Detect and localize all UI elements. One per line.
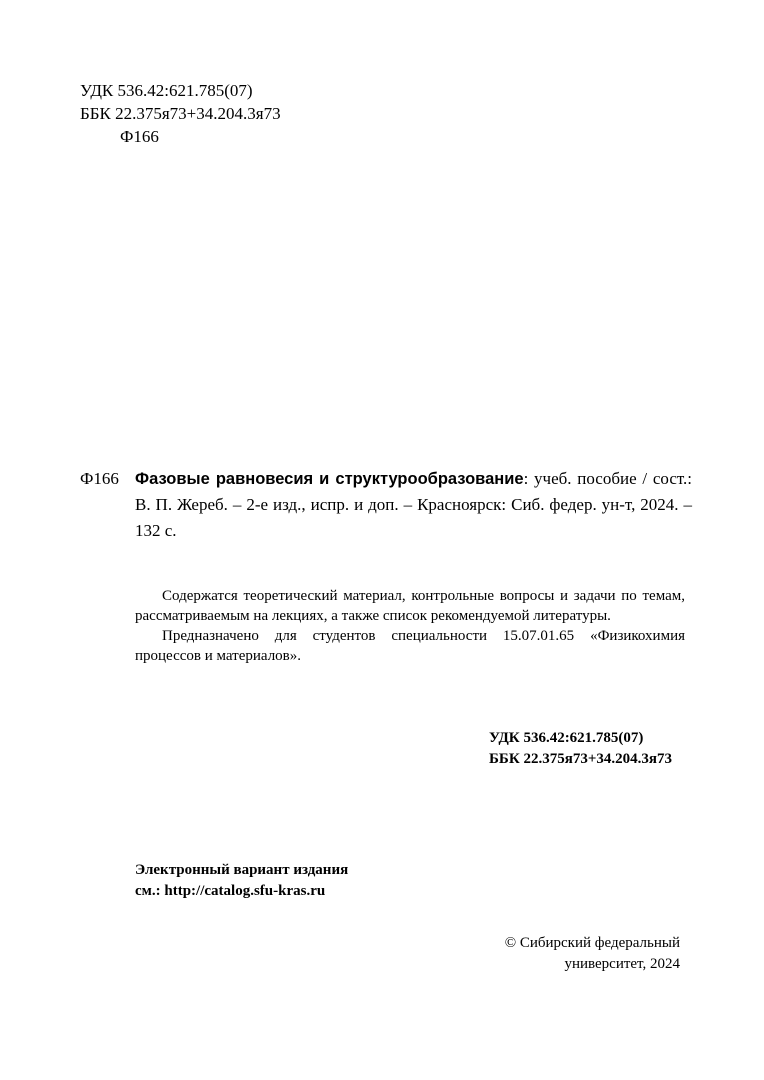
annotation — [135, 586, 685, 666]
header-bbk: ББК 22.375я73+34.204.3я73 — [80, 104, 281, 123]
edition-note: Электронный вариант издания — [135, 862, 349, 878]
annotation-paragraph-2: Предназначено для студентов специальности 15.07.01.65 «Физикохимия процессов и материалов». — [135, 628, 685, 664]
book-title: Фазовые равновесия и структурообразование — [135, 470, 524, 488]
classification-udk: УДК 536.42:621.785(07) — [489, 730, 644, 746]
classification-bbk: ББК 22.375я73+34.204.3я73 — [489, 751, 672, 767]
biblio-description: : учеб. пособие / сост.: В. П. Жереб. – 2-е изд., испр. и доп. – Красноярск: Сиб. федер. ун-т, 2024. – 132 с. — [135, 469, 692, 540]
biblio-body — [135, 466, 692, 544]
copyright-line-1: © Сибирский федеральный — [504, 935, 680, 951]
annotation-paragraph-1: Содержатся теоретический материал, контрольные вопросы и задачи по темам, рассматриваемым на лекциях, а также список рекомендуемой литературы. — [135, 588, 685, 624]
edition-url: см.: http://catalog.sfu-kras.ru — [135, 883, 326, 899]
biblio-author-mark: Ф166 — [80, 469, 119, 488]
copyright-line-2: университет, 2024 — [564, 956, 680, 972]
header-author-mark: Ф166 — [120, 127, 159, 146]
bibliographic-record — [80, 466, 692, 544]
header-udk: УДК 536.42:621.785(07) — [80, 81, 253, 100]
